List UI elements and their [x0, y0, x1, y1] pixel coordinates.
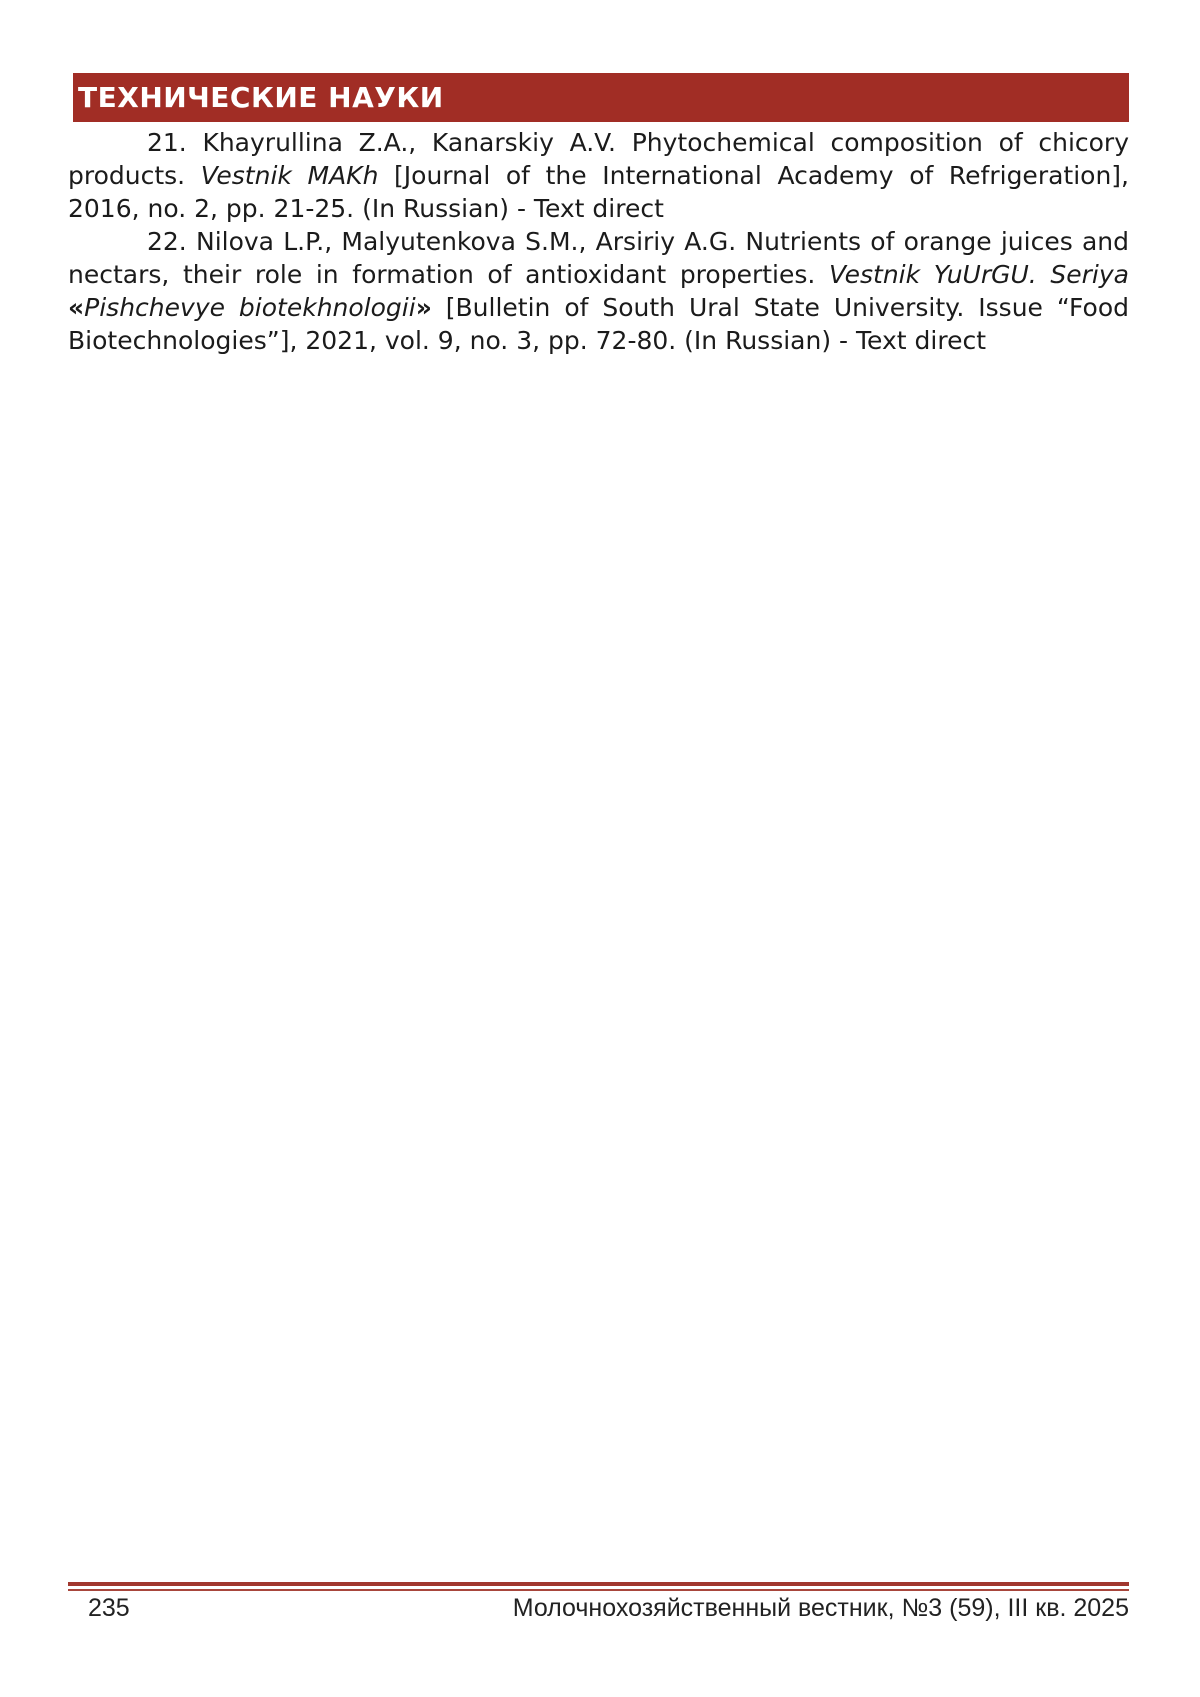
reference-item-22 — [68, 225, 1129, 357]
page-footer — [68, 1594, 1129, 1623]
footer-rule-thin — [68, 1589, 1129, 1591]
text-segment: Vestnik YuUrGU. Seriya — [828, 260, 1129, 289]
text-segment: « — [68, 293, 85, 322]
text-segment: Pishchevye biotekhnologii — [84, 293, 416, 322]
text-segment: 22. Nilova L.P., Malyutenkova S.M., Arsiriy A.G. Nutrients of orange juices and nectars, their role in formation of antioxidant properties. — [68, 227, 1129, 289]
text-segment: [Bulletin of South Ural State University. Issue “Food Biotechnologies”], 2021, vol. 9, no. 3, pp. 72-80. (In Russian) - Text direct — [68, 293, 1129, 355]
section-header-bar — [73, 73, 1129, 122]
section-header-title: ТЕХНИЧЕСКИЕ НАУКИ — [78, 81, 444, 114]
text-segment: 21. Khayrullina Z.A., Kanarskiy A.V. Phytochemical composition of chicory products. — [68, 128, 1129, 190]
footer-rule-thick — [68, 1582, 1129, 1586]
page-number: 235 — [88, 1594, 130, 1622]
references-block — [68, 126, 1129, 357]
journal-title-footer: Молочнохозяйственный вестник, №3 (59), III кв. 2025 — [512, 1594, 1129, 1622]
reference-item-21 — [68, 126, 1129, 225]
text-segment: Vestnik MAKh — [200, 161, 379, 190]
text-segment: [Journal of the International Academy of Refrigeration], 2016, no. 2, pp. 21-25. (In Russian) - Text direct — [68, 161, 1129, 223]
text-segment: » — [415, 293, 432, 322]
